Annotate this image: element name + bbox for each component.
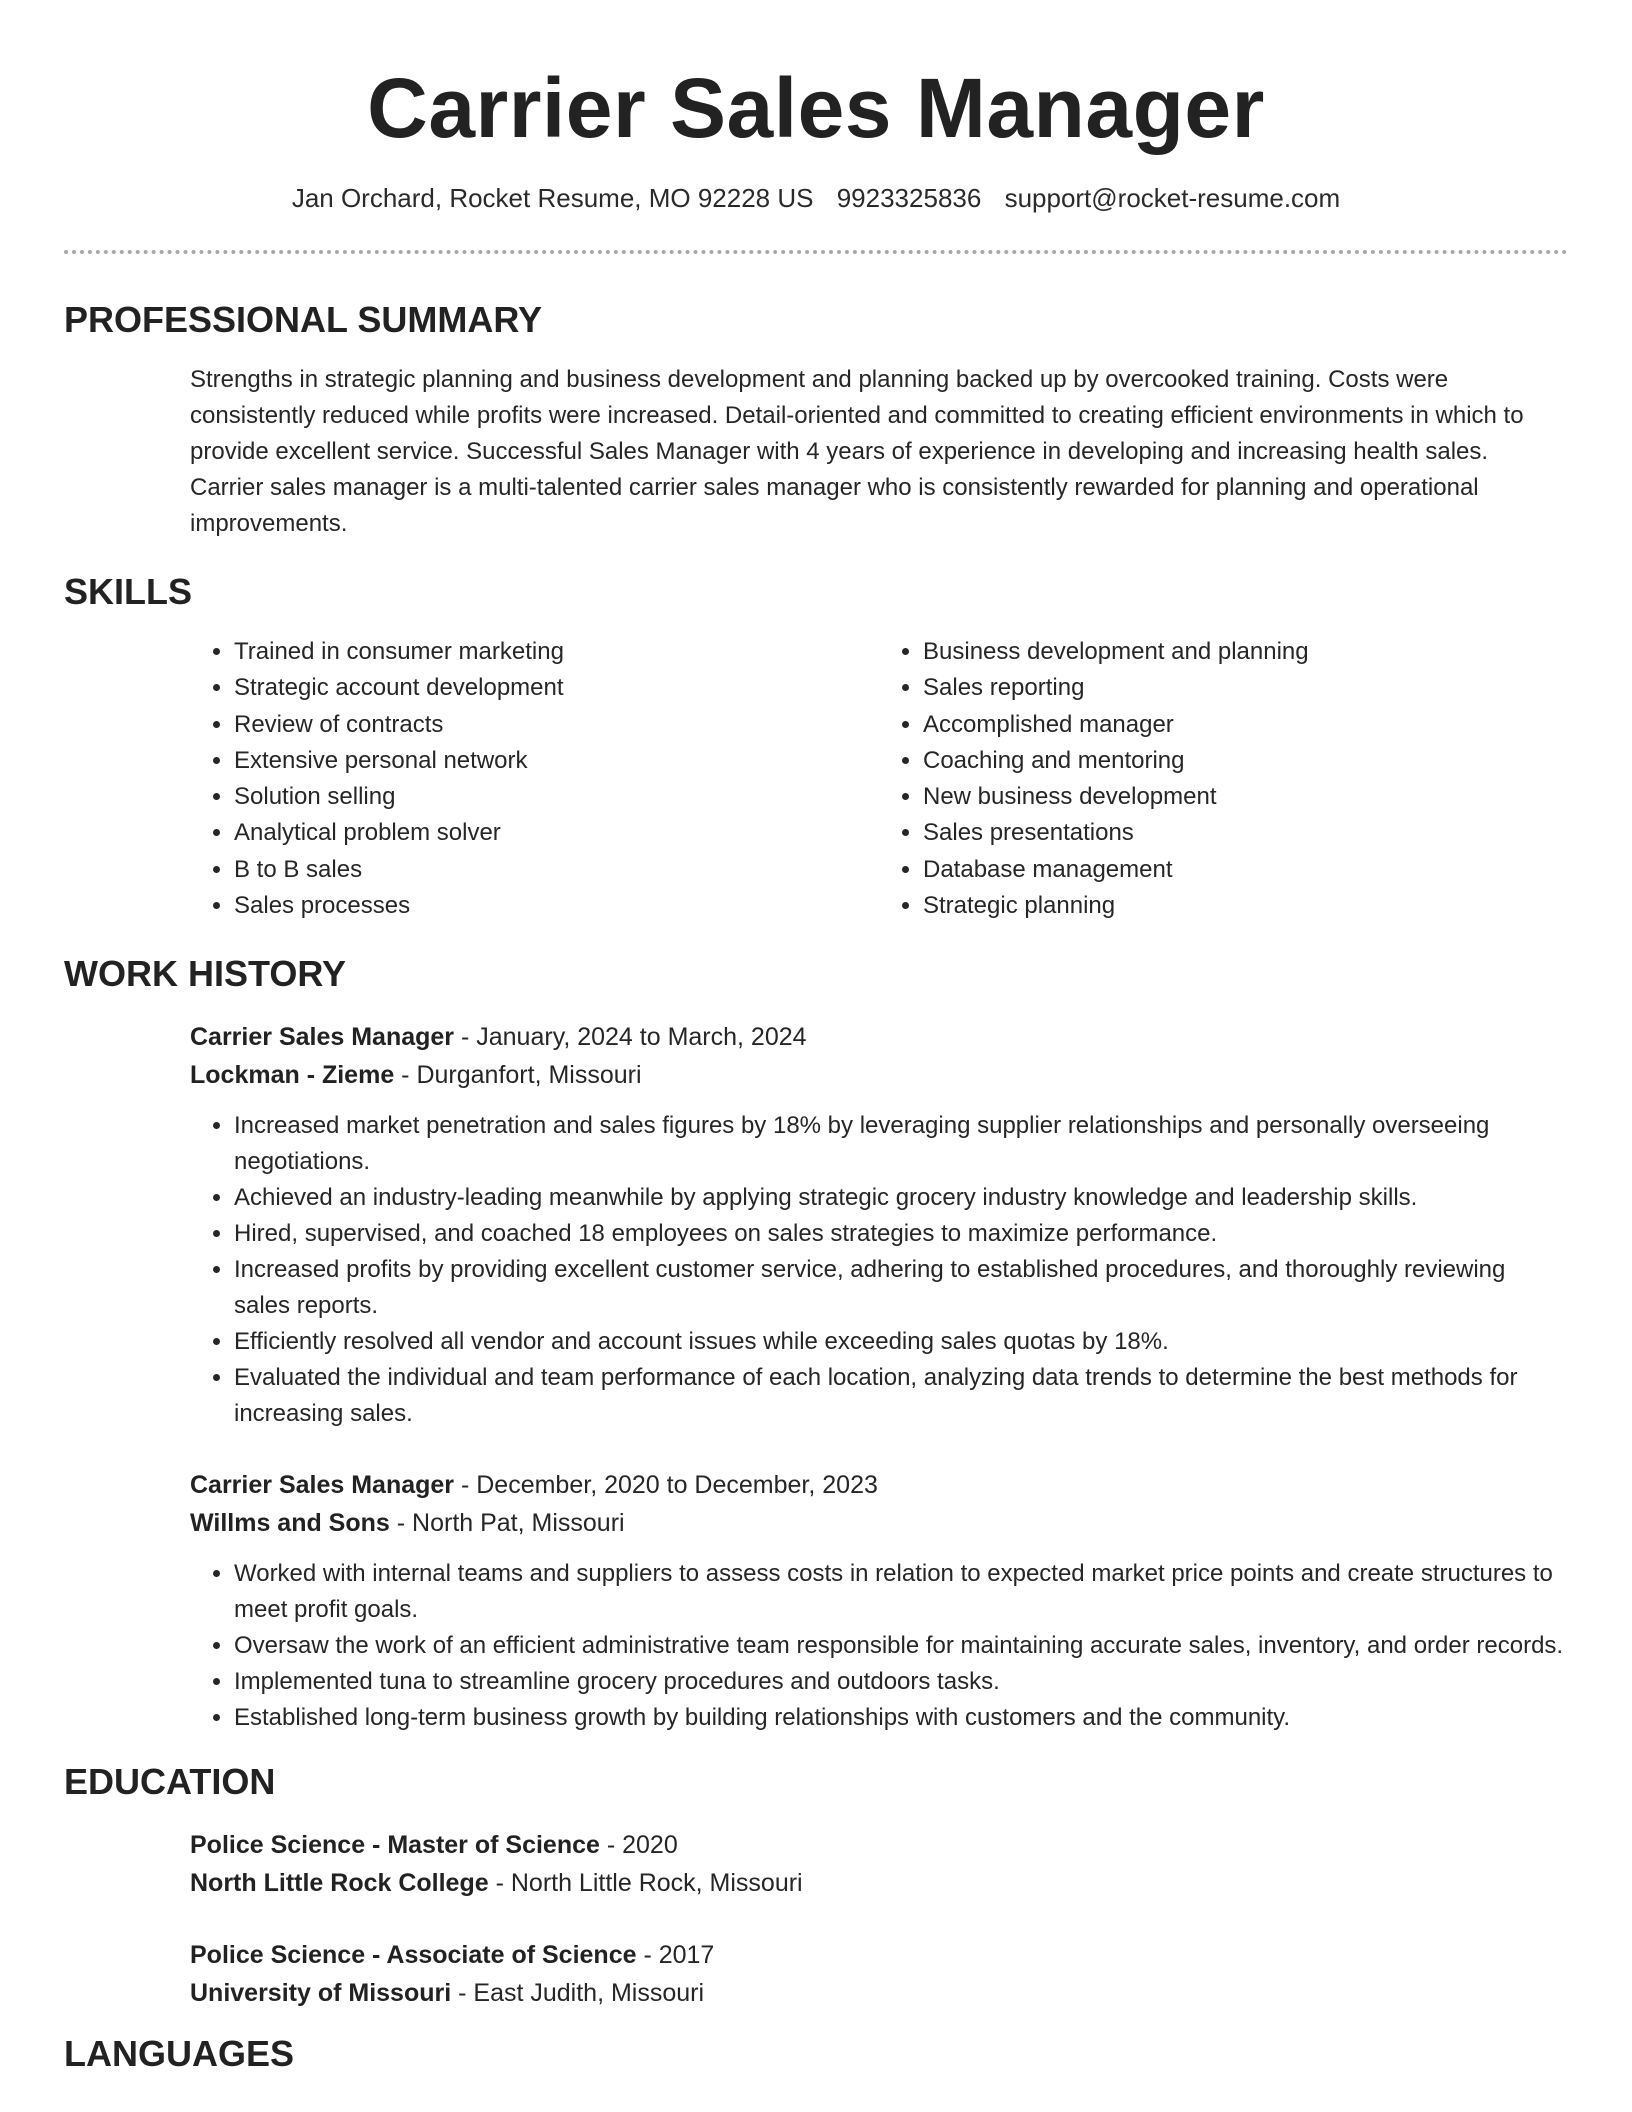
job-bullet: • Achieved an industry-leading meanwhile by applying strategic grocery industry knowledge and leadership skills.	[234, 1180, 1568, 1216]
degree-line	[190, 1936, 1568, 1974]
contact-email: support@rocket-resume.com	[1004, 183, 1341, 213]
skill-item: • Extensive personal network	[234, 743, 879, 779]
job-company-line	[190, 1504, 1568, 1542]
education-entry	[190, 1936, 1568, 2012]
job-bullet: • Increased market penetration and sales figures by 18% by leveraging supplier relationships and personally overseeing negotiations.	[234, 1108, 1568, 1180]
contact-phone: 9923325836	[836, 183, 982, 213]
summary-text: Strengths in strategic planning and business development and planning backed up by overcooked training. Costs were consistently reduced while profits were increased. Detail-oriented and committed to creating efficient environments in which to provide excellent service. Successful Sales Manager with 4 years of experience in developing and increasing health sales. Carrier sales manager is a multi-talented carrier sales manager who is consistently rewarded for planning and operational improvements.	[190, 366, 1524, 537]
degree-year: - 2020	[599, 1831, 678, 1860]
skill-item: • Business development and planning	[923, 634, 1568, 670]
skill-item: • Database management	[923, 852, 1568, 888]
skills-section	[64, 570, 1568, 924]
job-title: Carrier Sales Manager	[190, 1471, 455, 1500]
job-entry	[190, 1466, 1568, 1736]
degree: Police Science - Associate of Science	[190, 1941, 637, 1970]
job-dates: - January, 2024 to March, 2024	[454, 1023, 807, 1052]
skill-item: • Strategic account development	[234, 670, 879, 706]
job-bullet: • Implemented tuna to streamline grocery procedures and outdoors tasks.	[234, 1664, 1568, 1700]
job-bullet: • Oversaw the work of an efficient administrative team responsible for maintaining accurate sales, inventory, and order records.	[234, 1628, 1568, 1664]
summary-section	[64, 298, 1568, 542]
contact-address: Jan Orchard, Rocket Resume, MO 92228 US	[291, 183, 814, 213]
job-company-line	[190, 1056, 1568, 1094]
skill-item: • Trained in consumer marketing	[234, 634, 879, 670]
education-section	[64, 1760, 1568, 2012]
languages-heading: LANGUAGES	[64, 2033, 295, 2075]
school-location: - North Little Rock, Missouri	[488, 1869, 803, 1898]
job-bullet: • Evaluated the individual and team performance of each location, analyzing data trends to determine the best methods for increasing sales.	[234, 1360, 1568, 1432]
skill-item: • Sales presentations	[923, 815, 1568, 851]
contact-line	[64, 182, 1568, 214]
skill-item: • Review of contracts	[234, 707, 879, 743]
skill-item: • Solution selling	[234, 779, 879, 815]
job-bullets	[190, 1108, 1568, 1432]
job-entry	[190, 1018, 1568, 1432]
job-bullet: • Increased profits by providing excellent customer service, adhering to established procedures, and thoroughly reviewing sales reports.	[234, 1252, 1568, 1324]
school: North Little Rock College	[190, 1869, 489, 1898]
job-bullet: • Established long-term business growth by building relationships with customers and the community.	[234, 1700, 1568, 1736]
skills-columns	[64, 634, 1568, 924]
languages-section	[64, 2032, 1568, 2076]
job-bullet: • Efficiently resolved all vendor and account issues while exceeding sales quotas by 18%.	[234, 1324, 1568, 1360]
header-divider	[64, 250, 1568, 254]
job-location: - North Pat, Missouri	[389, 1509, 625, 1538]
job-company: Lockman - Zieme	[190, 1061, 395, 1090]
skills-heading: SKILLS	[64, 571, 193, 612]
degree-year: - 2017	[636, 1941, 715, 1970]
school-location: - East Judith, Missouri	[451, 1979, 705, 2008]
job-bullet: • Hired, supervised, and coached 18 employees on sales strategies to maximize performance.	[234, 1216, 1568, 1252]
skill-item: • Coaching and mentoring	[923, 743, 1568, 779]
school-line	[190, 1974, 1568, 2012]
work-history-section	[64, 952, 1568, 1736]
job-bullet: • Worked with internal teams and suppliers to assess costs in relation to expected market price points and create structures to meet profit goals.	[234, 1556, 1568, 1628]
job-company: Willms and Sons	[190, 1509, 390, 1538]
skills-list-right	[879, 634, 1568, 924]
education-heading: EDUCATION	[64, 1761, 276, 1803]
resume-title: Carrier Sales Manager	[367, 61, 1265, 155]
skill-item: • B to B sales	[234, 852, 879, 888]
degree: Police Science - Master of Science	[190, 1831, 600, 1860]
summary-heading: PROFESSIONAL SUMMARY	[64, 299, 543, 340]
skills-list-left	[190, 634, 879, 924]
job-location: - Durganfort, Missouri	[394, 1061, 642, 1090]
education-entry	[190, 1826, 1568, 1902]
skill-item: • Sales processes	[234, 888, 879, 924]
skill-item: • Strategic planning	[923, 888, 1568, 924]
skill-item: • Sales reporting	[923, 670, 1568, 706]
work-history-heading: WORK HISTORY	[64, 953, 347, 995]
job-title-line	[190, 1018, 1568, 1056]
school: University of Missouri	[190, 1979, 452, 2008]
skill-item: • Accomplished manager	[923, 707, 1568, 743]
skill-item: • Analytical problem solver	[234, 815, 879, 851]
job-title-line	[190, 1466, 1568, 1504]
school-line	[190, 1864, 1568, 1902]
job-bullets	[190, 1556, 1568, 1736]
degree-line	[190, 1826, 1568, 1864]
job-title: Carrier Sales Manager	[190, 1023, 455, 1052]
skill-item: • New business development	[923, 779, 1568, 815]
job-dates: - December, 2020 to December, 2023	[454, 1471, 878, 1500]
